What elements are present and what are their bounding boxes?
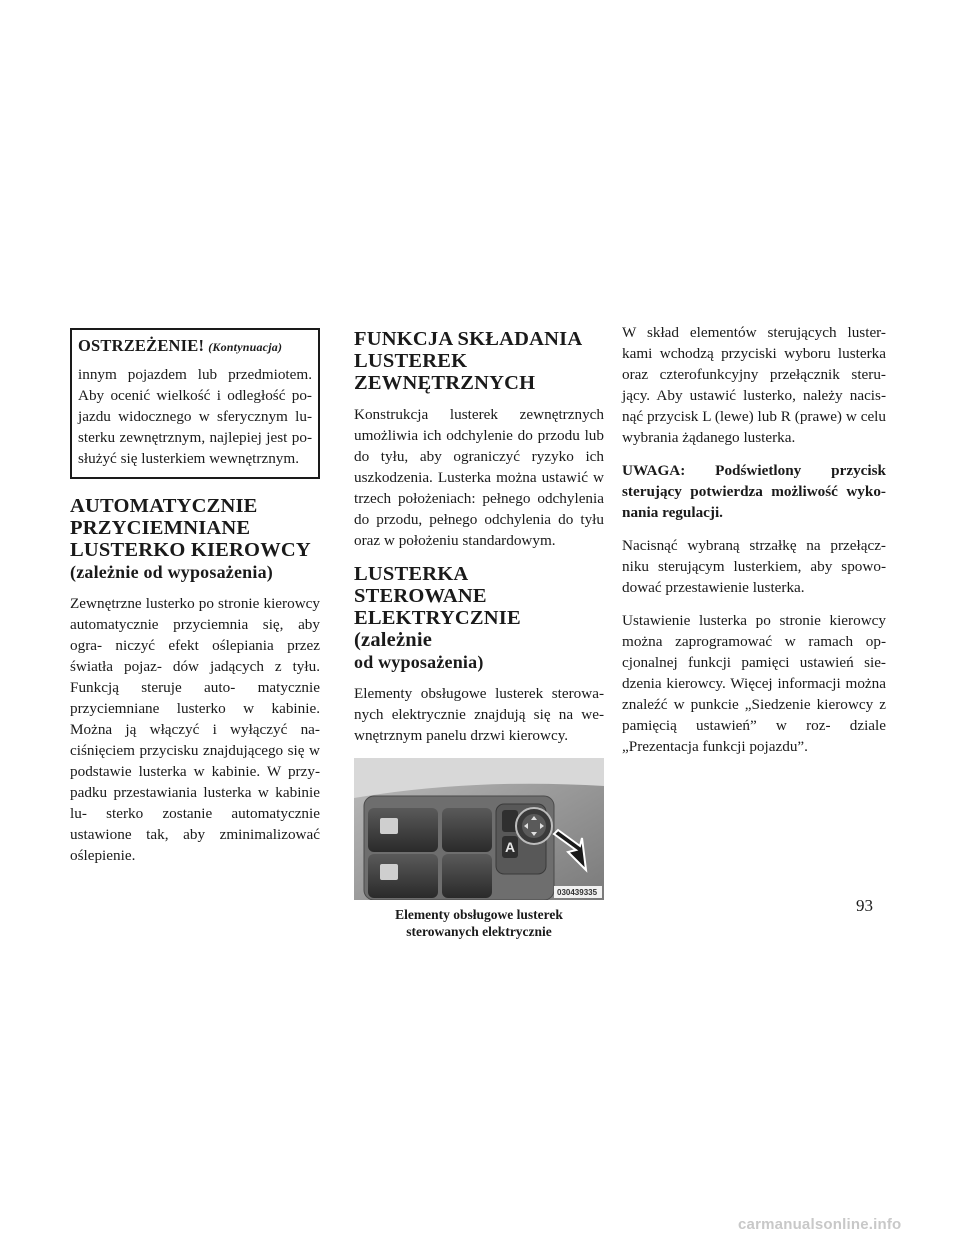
caption-line: sterowanych elektrycznie: [406, 924, 552, 939]
heading-line: ZEWNĘTRZNYCH: [354, 372, 536, 394]
page-number: 93: [856, 896, 873, 915]
column-right: [622, 322, 886, 769]
heading-line: ELEKTRYCZNIE (zależnie: [354, 607, 521, 651]
power-mirrors-text: Elementy obsługowe lusterek sterowa- nych elektrycznie znajdują się na we- wnętrznym panelu drzwi kierowcy.: [354, 685, 604, 744]
warning-box: [70, 328, 320, 479]
heading-subline: (zależnie od wyposażenia): [70, 562, 273, 582]
heading-line: LUSTERKO KIEROWCY: [70, 539, 311, 561]
warning-title: [78, 336, 312, 356]
memory-text: Ustawienie lusterka po stronie kierowcy można zaprogramować w ramach op- cjonalnej funkcji pamięci ustawień sie- dzenia kierowcy. Więcej informacji można znaleźć w punkcie „Siedzenie kierowcy z pamięcią ustawień” w roz- dziale „Prezentacja funkcji pojazdu”.: [622, 612, 886, 755]
warning-title-text: OSTRZEŻENIE!: [78, 336, 205, 355]
figure-caption: [354, 906, 604, 940]
heading-line: LUSTERKA STEROWANE: [354, 563, 487, 607]
heading-subline: od wyposażenia): [354, 652, 484, 672]
watermark: carmanualsonline.info: [738, 1216, 902, 1233]
mirror-controls-illustration: [354, 758, 604, 900]
warning-text: innym pojazdem lub przedmiotem. Aby ocenić wielkość i odległość po- jazdu widocznego w sferycznym lu- sterku zewnętrznym, najlepiej jest po- służyć się lusterkiem wewnętrznym.: [78, 366, 312, 467]
column-left: [70, 328, 320, 878]
figure-code: 030439335: [557, 888, 598, 897]
heading-line: PRZYCIEMNIANE: [70, 517, 251, 539]
auto-dimming-text: Zewnętrzne lusterko po stronie kierowcy automatycznie przyciemnia się, aby ogra- niczyć efekt oślepiania przez światła pojaz- dów jadących z tyłu. Funkcją steruje auto- matycznie przyciemniane lusterko w kabinie. Można ją włączyć i wyłączyć na- ciśnięciem przycisku znajdującego się w podstawie lusterka w kabinie. W przy- padku przestawiania lusterka w kabinie lu- sterko zostanie automatycznie ustawione tak, aby zminimalizować oślepienie.: [70, 595, 320, 864]
heading-folding: [354, 328, 604, 394]
heading-line: FUNKCJA SKŁADANIA: [354, 328, 583, 350]
heading-auto-dimming: [70, 495, 320, 583]
svg-text:A: A: [505, 839, 516, 855]
folding-text: Konstrukcja lusterek zewnętrznych umożliwia ich odchylenie do przodu lub do tyłu, aby ograniczyć ryzyko ich uszkodzenia. Lusterka można ustawić w trzech położeniach: pełnego odchylenia do przodu, pełnego odchylenia do tyłu oraz w położeniu standardowym.: [354, 406, 604, 549]
caption-line: Elementy obsługowe lusterek: [395, 907, 563, 922]
warning-subtitle: (Kontynuacja): [208, 340, 283, 354]
mirror-controls-figure: [354, 758, 604, 900]
adjust-text: Nacisnąć wybraną strzałkę na przełącz- niku sterującym lusterkiem, aby spowo- dować przestawienie lusterka.: [622, 537, 886, 596]
column-middle: [354, 328, 604, 940]
heading-line: AUTOMATYCZNIE: [70, 495, 258, 517]
note-text: UWAGA: Podświetlony przycisk sterujący potwierdza możliwość wyko- nania regulacji.: [622, 462, 886, 521]
heading-line: LUSTEREK: [354, 350, 468, 372]
controls-text: W skład elementów sterujących luster- kami wchodzą przyciski wyboru lusterka oraz czterofunkcyjny przełącznik steru- jący. Aby ustawić lusterko, należy nacis- nąć przycisk L (lewe) lub R (prawe) w celu wybrania żądanego lusterka.: [622, 324, 886, 446]
heading-power-mirrors: [354, 563, 604, 673]
